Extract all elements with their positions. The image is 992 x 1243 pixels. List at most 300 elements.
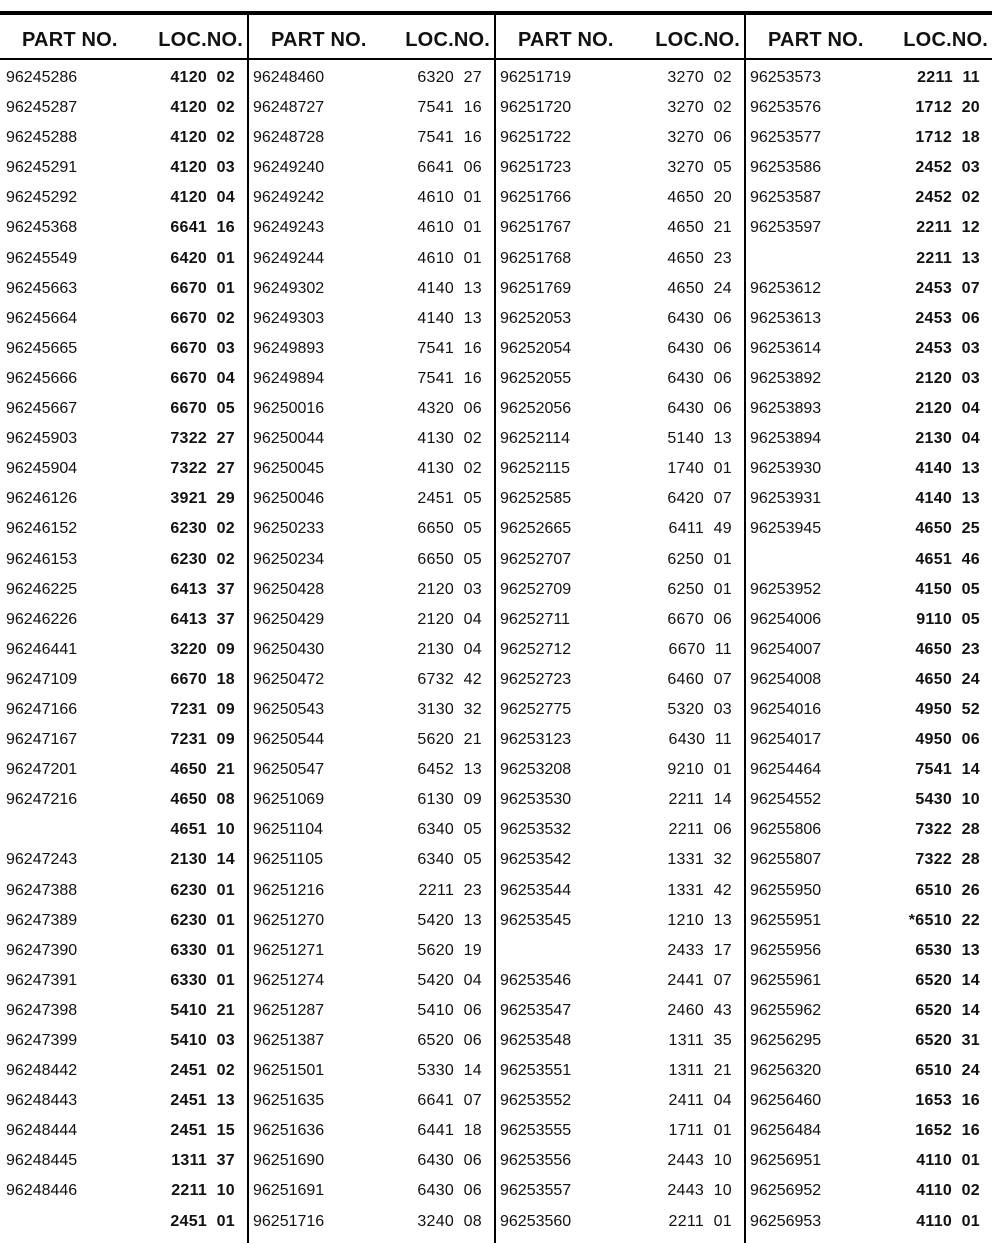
table-row — [0, 1209, 247, 1239]
location-number: 7231 09 — [170, 700, 235, 718]
part-number: 96254552 — [750, 791, 822, 809]
part-number: 96252709 — [500, 580, 572, 598]
part-number: 96251716 — [253, 1212, 325, 1230]
table-row — [496, 577, 744, 607]
location-number: 4120 02 — [170, 129, 235, 147]
part-number: 96247398 — [6, 1001, 78, 1019]
table-row — [249, 727, 494, 757]
part-number: 96250544 — [253, 731, 325, 749]
part-number: 96245288 — [6, 129, 78, 147]
location-number: 4650 08 — [170, 791, 235, 809]
table-row — [0, 1148, 247, 1178]
location-number: 6330 01 — [170, 971, 235, 989]
location-number: 4120 03 — [170, 159, 235, 177]
table-row — [496, 787, 744, 817]
table-row — [0, 65, 247, 95]
part-number: 96251720 — [500, 99, 572, 117]
table-row — [496, 1058, 744, 1088]
location-number: 2443 10 — [667, 1182, 732, 1200]
location-number: 4650 23 — [667, 249, 732, 267]
part-number: 96246441 — [6, 640, 78, 658]
part-number: 96245291 — [6, 159, 78, 177]
location-number: 1740 01 — [667, 460, 732, 478]
column-header — [0, 15, 247, 60]
part-number: 96249303 — [253, 309, 325, 327]
part-number: 96253930 — [750, 460, 822, 478]
location-number: 2451 01 — [170, 1212, 235, 1230]
table-row — [249, 336, 494, 366]
part-number: 96250016 — [253, 400, 325, 418]
part-number: 96254008 — [750, 670, 822, 688]
table-row — [746, 1118, 992, 1148]
part-number: 96255806 — [750, 821, 822, 839]
part-number: 96247201 — [6, 761, 78, 779]
table-row — [249, 246, 494, 276]
part-number: 96247399 — [6, 1032, 78, 1049]
table-row — [249, 125, 494, 155]
part-number: 96253573 — [750, 69, 822, 86]
part-number: 96253545 — [500, 911, 572, 929]
part-number: 96245663 — [6, 279, 78, 297]
part-number: 96250234 — [253, 550, 325, 568]
table-row — [746, 516, 992, 546]
location-number: 6520 14 — [915, 971, 980, 989]
location-number: 6650 05 — [417, 550, 482, 568]
table-row — [746, 757, 992, 787]
table-row — [496, 998, 744, 1028]
part-number: 96251769 — [500, 279, 572, 297]
location-number: 5410 06 — [417, 1001, 482, 1019]
part-number: 96252055 — [500, 369, 572, 387]
table-row — [746, 396, 992, 426]
location-number: 6320 27 — [417, 69, 482, 86]
table-row — [249, 276, 494, 306]
part-number: 96250472 — [253, 670, 325, 688]
part-number: 96250547 — [253, 761, 325, 779]
table-column-3 — [494, 15, 744, 1243]
part-number: 96253123 — [500, 731, 572, 749]
table-row — [0, 908, 247, 938]
part-number: 96254464 — [750, 761, 822, 779]
table-row — [496, 125, 744, 155]
location-number: 6230 02 — [170, 520, 235, 538]
loc-no-header: LOC.NO. — [405, 29, 490, 51]
part-number: 96249244 — [253, 249, 325, 267]
part-number: 96253556 — [500, 1152, 572, 1170]
part-number: 96251635 — [253, 1092, 325, 1110]
table-row — [746, 276, 992, 306]
part-number: 96254017 — [750, 731, 822, 749]
location-number: 3270 06 — [667, 129, 732, 147]
part-number: 96253587 — [750, 189, 822, 207]
location-number: 2441 07 — [667, 971, 732, 989]
location-number: 6670 02 — [170, 309, 235, 327]
loc-no-header: LOC.NO. — [158, 29, 243, 51]
table-row — [0, 306, 247, 336]
table-column-1 — [0, 15, 247, 1243]
location-number: 4950 06 — [915, 731, 980, 749]
table-row — [249, 1058, 494, 1088]
part-number: 96251768 — [500, 249, 572, 267]
location-number: 6641 07 — [417, 1092, 482, 1110]
rows-list — [0, 60, 247, 1239]
table-row — [249, 817, 494, 847]
table-row — [249, 908, 494, 938]
part-number: 96256295 — [750, 1032, 822, 1049]
table-row — [746, 727, 992, 757]
location-number: 2451 05 — [417, 490, 482, 508]
location-number: 4120 04 — [170, 189, 235, 207]
part-number: 96250429 — [253, 610, 325, 628]
location-number: 3130 32 — [417, 700, 482, 718]
part-number: 96246152 — [6, 520, 78, 538]
location-number: 2211 23 — [418, 881, 482, 899]
table-row — [746, 306, 992, 336]
column-header — [249, 15, 494, 60]
location-number: 4130 02 — [417, 430, 482, 448]
location-number: 7541 16 — [417, 99, 482, 117]
location-number: 6250 01 — [667, 550, 732, 568]
table-row — [746, 185, 992, 215]
table-row — [496, 727, 744, 757]
table-row — [746, 577, 992, 607]
part-number: 96251104 — [253, 821, 323, 839]
part-number: 96256953 — [750, 1212, 822, 1230]
table-row — [496, 667, 744, 697]
location-number: 2211 14 — [668, 791, 732, 809]
location-number: 6130 09 — [417, 791, 482, 809]
part-number: 96253586 — [750, 159, 822, 177]
column-header — [746, 15, 992, 60]
part-number: 96252712 — [500, 640, 572, 658]
part-number: 96252665 — [500, 520, 572, 538]
location-number: 4610 01 — [417, 219, 482, 237]
location-number: 4950 52 — [915, 700, 980, 718]
part-number: 96245287 — [6, 99, 78, 117]
table-row — [249, 998, 494, 1028]
table-row — [496, 1118, 744, 1148]
part-number: 96253614 — [750, 339, 822, 357]
table-row — [249, 185, 494, 215]
part-number: 96252711 — [500, 610, 570, 628]
part-number: 96250044 — [253, 430, 325, 448]
part-number: 96248444 — [6, 1122, 78, 1140]
location-number: 2130 04 — [417, 640, 482, 658]
part-number: 96255807 — [750, 851, 822, 869]
location-number: 6510 26 — [915, 881, 980, 899]
location-number: 6670 03 — [170, 339, 235, 357]
table-row — [496, 1028, 744, 1058]
part-number: 96249242 — [253, 189, 325, 207]
location-number: 6430 06 — [417, 1152, 482, 1170]
part-number: 96251636 — [253, 1122, 325, 1140]
location-number: 2452 02 — [915, 189, 980, 207]
location-number: 6641 06 — [417, 159, 482, 177]
part-number: 96253208 — [500, 761, 572, 779]
column-header — [496, 15, 744, 60]
table-row — [496, 908, 744, 938]
table-row — [0, 787, 247, 817]
location-number: 6530 13 — [915, 941, 980, 959]
table-row — [746, 486, 992, 516]
table-row — [746, 998, 992, 1028]
location-number: 2211 11 — [917, 69, 980, 86]
part-number: 96253551 — [500, 1062, 572, 1080]
part-number: 96251387 — [253, 1032, 325, 1049]
location-number: 2451 02 — [170, 1062, 235, 1080]
part-number: 96253597 — [750, 219, 822, 237]
part-number: 96251287 — [253, 1001, 325, 1019]
location-number: 2453 07 — [915, 279, 980, 297]
location-number: 4140 13 — [417, 279, 482, 297]
location-number: 3921 29 — [170, 490, 235, 508]
part-number: 96251767 — [500, 219, 572, 237]
table-row — [249, 637, 494, 667]
table-row — [496, 486, 744, 516]
table-row — [746, 607, 992, 637]
part-number: 96245666 — [6, 369, 78, 387]
part-number: 96246153 — [6, 550, 78, 568]
table-row — [496, 366, 744, 396]
part-number: 96247388 — [6, 881, 78, 899]
table-row — [496, 456, 744, 486]
part-number: 96250430 — [253, 640, 325, 658]
location-number: 2211 12 — [916, 219, 980, 237]
part-number: 96253542 — [500, 851, 572, 869]
table-row — [746, 1178, 992, 1208]
table-row — [0, 1088, 247, 1118]
location-number: 7322 27 — [170, 460, 235, 478]
part-no-header: PART NO. — [518, 29, 614, 51]
location-number: 6430 06 — [667, 339, 732, 357]
location-number: 2211 06 — [668, 821, 732, 839]
rows-list — [496, 60, 744, 1239]
table-row — [0, 516, 247, 546]
location-number: 4650 20 — [667, 189, 732, 207]
location-number: 4650 21 — [170, 761, 235, 779]
part-number: 96247216 — [6, 791, 78, 809]
location-number: 5410 21 — [170, 1001, 235, 1019]
part-number: 96251691 — [253, 1182, 325, 1200]
part-number: 96253894 — [750, 430, 822, 448]
part-number: 96255962 — [750, 1001, 822, 1019]
location-number: 3220 09 — [170, 640, 235, 658]
table-column-4 — [744, 15, 992, 1243]
table-row — [746, 366, 992, 396]
table-row — [746, 817, 992, 847]
table-row — [0, 577, 247, 607]
location-number: 6670 05 — [170, 400, 235, 418]
location-number: 1311 21 — [668, 1062, 732, 1080]
part-number: 96251271 — [253, 941, 325, 959]
location-number: 2211 10 — [171, 1182, 235, 1200]
location-number: 5410 03 — [170, 1032, 235, 1049]
table-row — [746, 125, 992, 155]
table-row — [0, 215, 247, 245]
table-row — [496, 65, 744, 95]
table-row — [0, 847, 247, 877]
location-number: 1711 01 — [668, 1122, 732, 1140]
location-number: 4650 21 — [667, 219, 732, 237]
location-number: 1653 16 — [915, 1092, 980, 1110]
location-number: 6411 49 — [668, 520, 732, 538]
table-row — [496, 968, 744, 998]
part-number: 96253530 — [500, 791, 572, 809]
part-number: 96255961 — [750, 971, 822, 989]
location-number: 3270 05 — [667, 159, 732, 177]
table-row — [0, 246, 247, 276]
part-number: 96251274 — [253, 971, 325, 989]
location-number: 7541 16 — [417, 369, 482, 387]
location-number: 6330 01 — [170, 941, 235, 959]
part-number: 96250045 — [253, 460, 325, 478]
table-row — [0, 1118, 247, 1148]
location-number: 4140 13 — [915, 460, 980, 478]
location-number: 4140 13 — [915, 490, 980, 508]
part-number: 96253532 — [500, 821, 572, 839]
location-number: 6510 24 — [915, 1062, 980, 1080]
part-number: 96245549 — [6, 249, 78, 267]
location-number: 6452 13 — [417, 761, 482, 779]
location-number: 6441 18 — [417, 1122, 482, 1140]
part-number: 96250233 — [253, 520, 325, 538]
location-number: 2120 04 — [915, 400, 980, 418]
location-number: 6460 07 — [667, 670, 732, 688]
location-number: 2130 14 — [170, 851, 235, 869]
table-row — [249, 968, 494, 998]
part-number: 96252115 — [500, 460, 570, 478]
table-row — [249, 155, 494, 185]
part-number: 96250543 — [253, 700, 325, 718]
location-number: 1311 37 — [171, 1152, 235, 1170]
table-row — [746, 1028, 992, 1058]
table-row — [0, 667, 247, 697]
table-row — [496, 938, 744, 968]
table-row — [249, 95, 494, 125]
location-number: 6430 06 — [667, 400, 732, 418]
location-number: 6420 07 — [667, 490, 732, 508]
loc-no-header: LOC.NO. — [655, 29, 740, 51]
table-row — [496, 185, 744, 215]
table-row — [746, 908, 992, 938]
table-row — [746, 155, 992, 185]
part-number: 96256484 — [750, 1122, 822, 1140]
part-number: 96256460 — [750, 1092, 822, 1110]
table-row — [249, 1088, 494, 1118]
location-number: 2452 03 — [915, 159, 980, 177]
location-number: 4650 25 — [915, 520, 980, 538]
location-number: 6250 01 — [667, 580, 732, 598]
location-number: 7541 14 — [915, 761, 980, 779]
part-number: 96251270 — [253, 911, 325, 929]
table-row — [249, 847, 494, 877]
part-number: 96254016 — [750, 700, 822, 718]
location-number: 6413 37 — [170, 610, 235, 628]
location-number: 6230 01 — [170, 881, 235, 899]
part-number: 96245368 — [6, 219, 78, 237]
table-row — [496, 1209, 744, 1239]
table-row — [496, 847, 744, 877]
table-row — [746, 878, 992, 908]
part-number: 96247243 — [6, 851, 78, 869]
part-number: 96248446 — [6, 1182, 78, 1200]
table-row — [746, 1209, 992, 1239]
location-number: 2211 01 — [668, 1212, 732, 1230]
table-row — [249, 577, 494, 607]
table-row — [0, 486, 247, 516]
table-row — [496, 155, 744, 185]
table-row — [496, 817, 744, 847]
table-row — [0, 155, 247, 185]
part-number: 96252054 — [500, 339, 572, 357]
location-number: 5330 14 — [417, 1062, 482, 1080]
location-number: 6641 16 — [170, 219, 235, 237]
table-row — [746, 246, 992, 276]
part-number: 96253577 — [750, 129, 822, 147]
table-row — [496, 95, 744, 125]
location-number: 2433 17 — [667, 941, 732, 959]
location-number: 6650 05 — [417, 520, 482, 538]
part-number: 96245903 — [6, 430, 78, 448]
location-number: 4140 13 — [417, 309, 482, 327]
table-row — [0, 727, 247, 757]
table-row — [0, 95, 247, 125]
table-row — [0, 757, 247, 787]
part-number: 96253613 — [750, 309, 822, 327]
table-row — [0, 968, 247, 998]
part-number: 96254007 — [750, 640, 822, 658]
location-number: 6340 05 — [417, 821, 482, 839]
table-row — [249, 65, 494, 95]
location-number: 2451 15 — [170, 1122, 235, 1140]
location-number: 2211 13 — [916, 249, 980, 267]
part-number: 96248442 — [6, 1062, 78, 1080]
part-number: 96245292 — [6, 189, 78, 207]
table-row — [0, 938, 247, 968]
location-number: 1712 20 — [915, 99, 980, 117]
part-number: 96247391 — [6, 971, 78, 989]
table-row — [249, 607, 494, 637]
table-row — [249, 938, 494, 968]
table-row — [0, 878, 247, 908]
location-number: 4150 05 — [915, 580, 980, 598]
location-number: 7541 16 — [417, 129, 482, 147]
part-number: 96246126 — [6, 490, 78, 508]
table-row — [496, 246, 744, 276]
location-number: 5620 19 — [417, 941, 482, 959]
table-row — [746, 65, 992, 95]
table-row — [746, 336, 992, 366]
part-number: 96248728 — [253, 129, 325, 147]
table-row — [249, 516, 494, 546]
location-number: 7322 28 — [915, 821, 980, 839]
table-row — [249, 878, 494, 908]
table-row — [746, 938, 992, 968]
table-row — [249, 787, 494, 817]
table-row — [249, 547, 494, 577]
part-number: 96245667 — [6, 400, 78, 418]
part-number: 96253952 — [750, 580, 822, 598]
location-number: 4651 46 — [915, 550, 980, 568]
table-row — [249, 667, 494, 697]
table-row — [496, 697, 744, 727]
location-number: 4120 02 — [170, 99, 235, 117]
location-number: 4610 01 — [417, 249, 482, 267]
table-row — [496, 336, 744, 366]
table-row — [249, 757, 494, 787]
table-row — [496, 757, 744, 787]
table-row — [496, 1178, 744, 1208]
